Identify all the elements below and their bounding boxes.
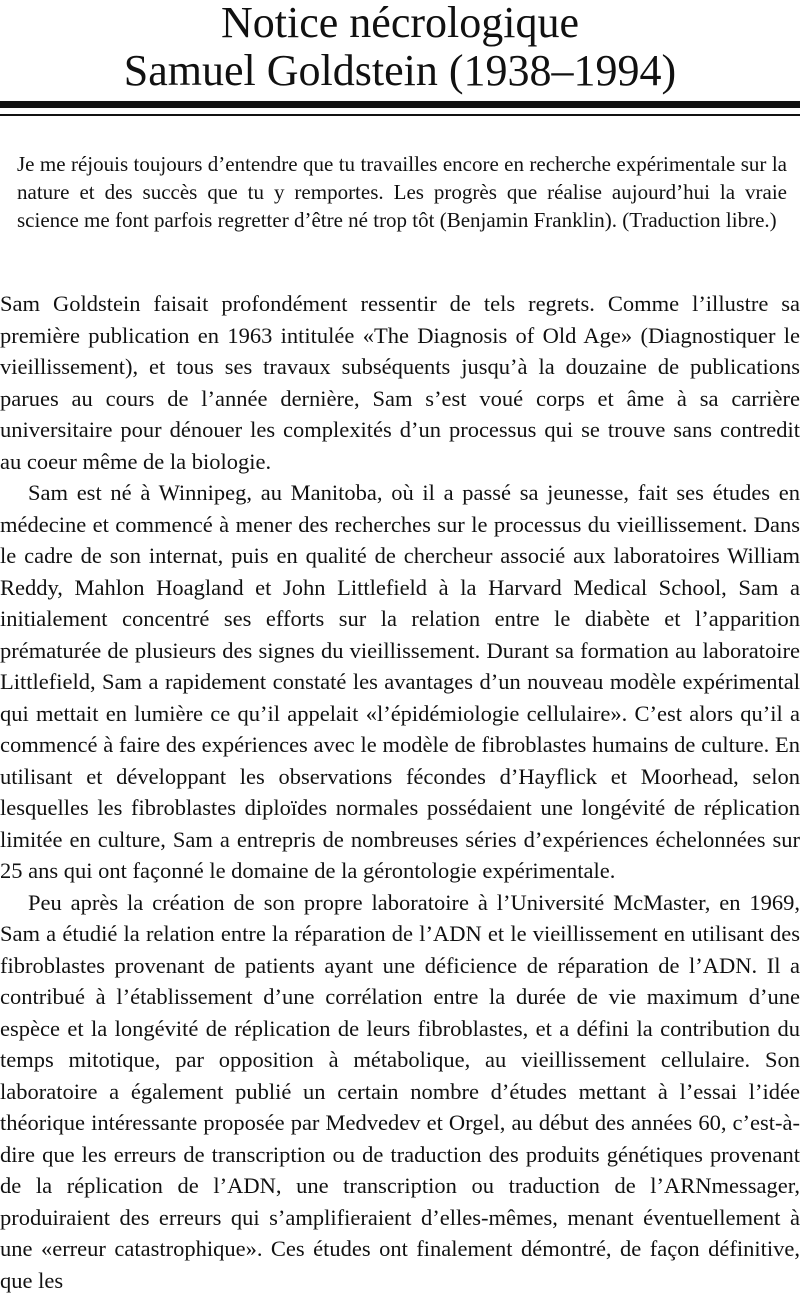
title-line-2: Samuel Goldstein (1938–1994) [0, 48, 800, 94]
title-rule-thick [0, 101, 800, 108]
epigraph: Je me réjouis toujours d’entendre que tu travailles encore en recherche expérimentale sur la nature et des succès que tu y remportes. Les progrès que réalise aujourd’hui la vraie science me font parfois regretter d’être né trop tôt (Benjamin Franklin). (Traduction libre.) [17, 150, 787, 234]
paragraph-3: Peu après la création de son propre laboratoire à l’Université McMaster, en 1969, Sam a étudié la relation entre la réparation de l’ADN et le vieillissement en utilisant des fibroblastes provenant de patients ayant une déficience de réparation de l’ADN. Il a contribué à l’établissement d’une corrélation entre la durée de vie maximum d’une espèce et la longévité de réplication de leurs fibroblastes, et a défini la contribution du temps mitotique, par opposition à métabolique, au vieillissement cellulaire. Son laboratoire a également publié un certain nombre d’études mettant à l’essai l’idée théorique intéressante proposée par Medvedev et Orgel, au début des années 60, c’est-à-dire que les erreurs de transcription ou de traduction des produits génétiques provenant de la réplication de l’ADN, une transcription ou traduction de l’ARNmessager, produiraient des erreurs qui s’amplifieraient d’elles-mêmes, menant éventuellement à une «erreur catastrophique». Ces études ont finalement démontré, de façon définitive, que les [0, 887, 800, 1296]
paragraph-1: Sam Goldstein faisait profondément ressentir de tels regrets. Comme l’illustre sa première publication en 1963 intitulée «The Diagnosis of Old Age» (Diagnostiquer le vieillissement), et tous ses travaux subséquents jusqu’à la douzaine de publications parues au cours de l’année dernière, Sam s’est voué corps et âme à sa carrière universitaire pour dénouer les complexités d’un processus qui se trouve sans contredit au coeur même de la biologie. [0, 288, 800, 477]
title-rule-thin [0, 114, 800, 116]
article-body [0, 288, 800, 1296]
paragraph-2: Sam est né à Winnipeg, au Manitoba, où il a passé sa jeunesse, fait ses études en médecine et commencé à mener des recherches sur le processus du vieillissement. Dans le cadre de son internat, puis en qualité de chercheur associé aux laboratoires William Reddy, Mahlon Hoagland et John Littlefield à la Harvard Medical School, Sam a initialement concentré ses efforts sur la relation entre le diabète et l’apparition prématurée de plusieurs des signes du vieillissement. Durant sa formation au laboratoire Littlefield, Sam a rapidement constaté les avantages d’un nouveau modèle expérimental qui mettait en lumière ce qu’il appelait «l’épidémiologie cellulaire». C’est alors qu’il a commencé à faire des expériences avec le modèle de fibroblastes humains de culture. En utilisant et développant les observations fécondes d’Hayflick et Moorhead, selon lesquelles les fibroblastes diploïdes normales possédaient une longévité de réplication limitée en culture, Sam a entrepris de nombreuses séries d’expériences échelonnées sur 25 ans qui ont façonné le domaine de la gérontologie expérimentale. [0, 477, 800, 887]
title-line-1: Notice nécrologique [0, 0, 800, 46]
